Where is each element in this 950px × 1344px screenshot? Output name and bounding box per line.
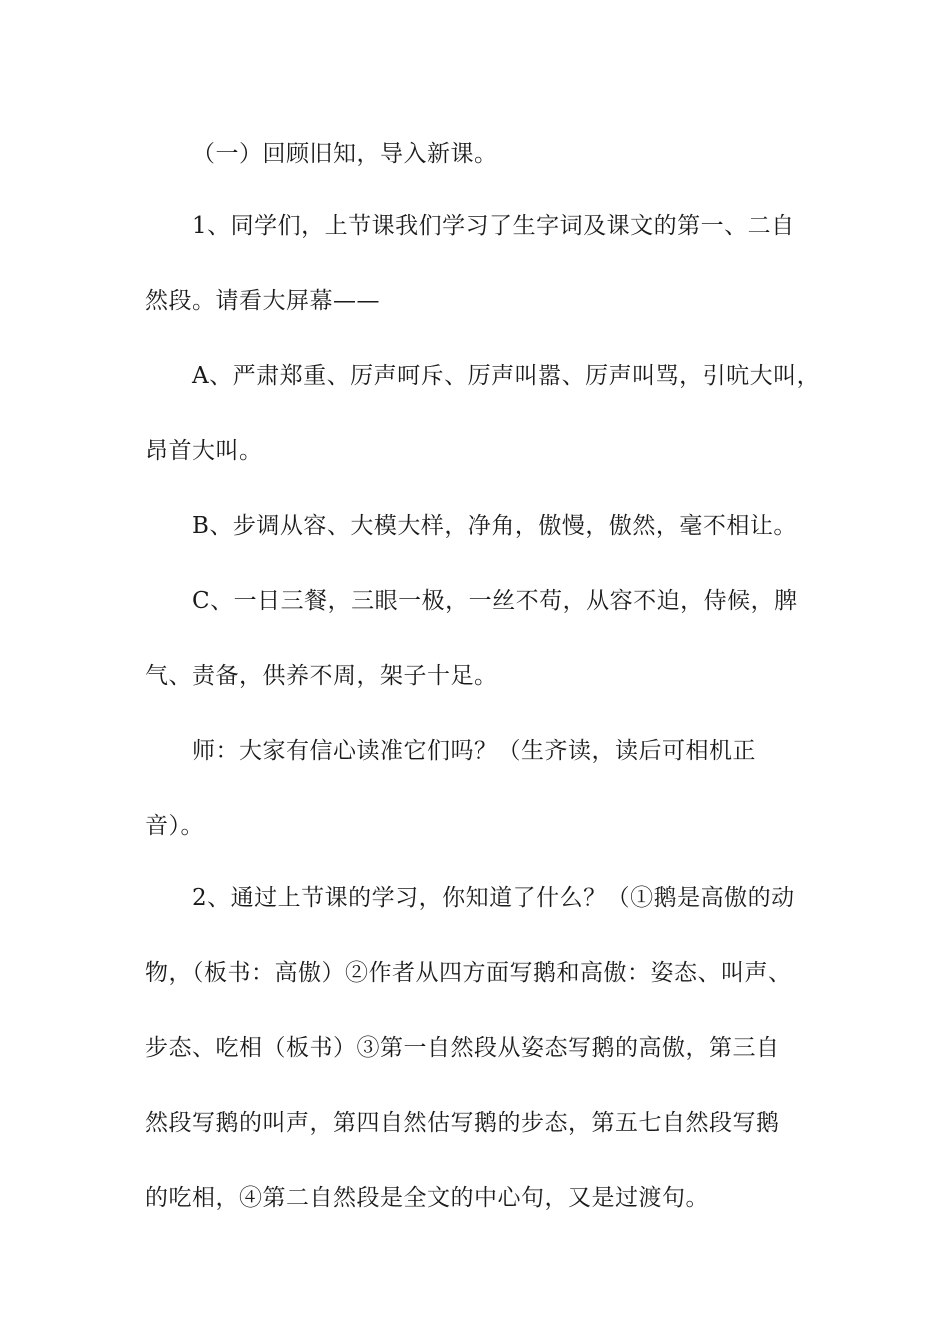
section-heading: （一）回顾旧知，导入新课。 xyxy=(192,141,498,167)
paragraph-line: 的吃相，④第二自然段是全文的中心句，又是过渡句。 xyxy=(145,1185,709,1211)
paragraph-line: 2、通过上节课的学习，你知道了什么？（①鹅是高傲的动 xyxy=(192,885,795,911)
paragraph-line: 师：大家有信心读准它们吗？（生齐读，读后可相机正 xyxy=(192,738,756,764)
paragraph-line: 气、责备，供养不周，架子十足。 xyxy=(145,663,498,689)
paragraph-line: 物，（板书：高傲）②作者从四方面写鹅和高傲：姿态、叫声、 xyxy=(145,960,792,986)
paragraph-line: 然段。请看大屏幕—— xyxy=(145,288,380,314)
paragraph-line: C、一日三餐，三眼一极，一丝不苟，从容不迫，侍候，脾 xyxy=(192,588,798,614)
paragraph-line: 然段写鹅的叫声，第四自然估写鹅的步态，第五七自然段写鹅 xyxy=(145,1110,780,1136)
paragraph-line: 音）。 xyxy=(145,813,204,839)
paragraph-line: 1、同学们，上节课我们学习了生字词及课文的第一、二自 xyxy=(192,213,795,239)
paragraph-line: 昂首大叫。 xyxy=(145,438,263,464)
paragraph-line: 步态、吃相（板书）③第一自然段从姿态写鹅的高傲，第三自 xyxy=(145,1035,780,1061)
paragraph-line: B、步调从容、大模大样，净角，傲慢，傲然，毫不相让。 xyxy=(192,513,797,539)
paragraph-line: A、严肃郑重、厉声呵斥、厉声叫嚣、厉声叫骂，引吭大叫， xyxy=(192,363,821,389)
